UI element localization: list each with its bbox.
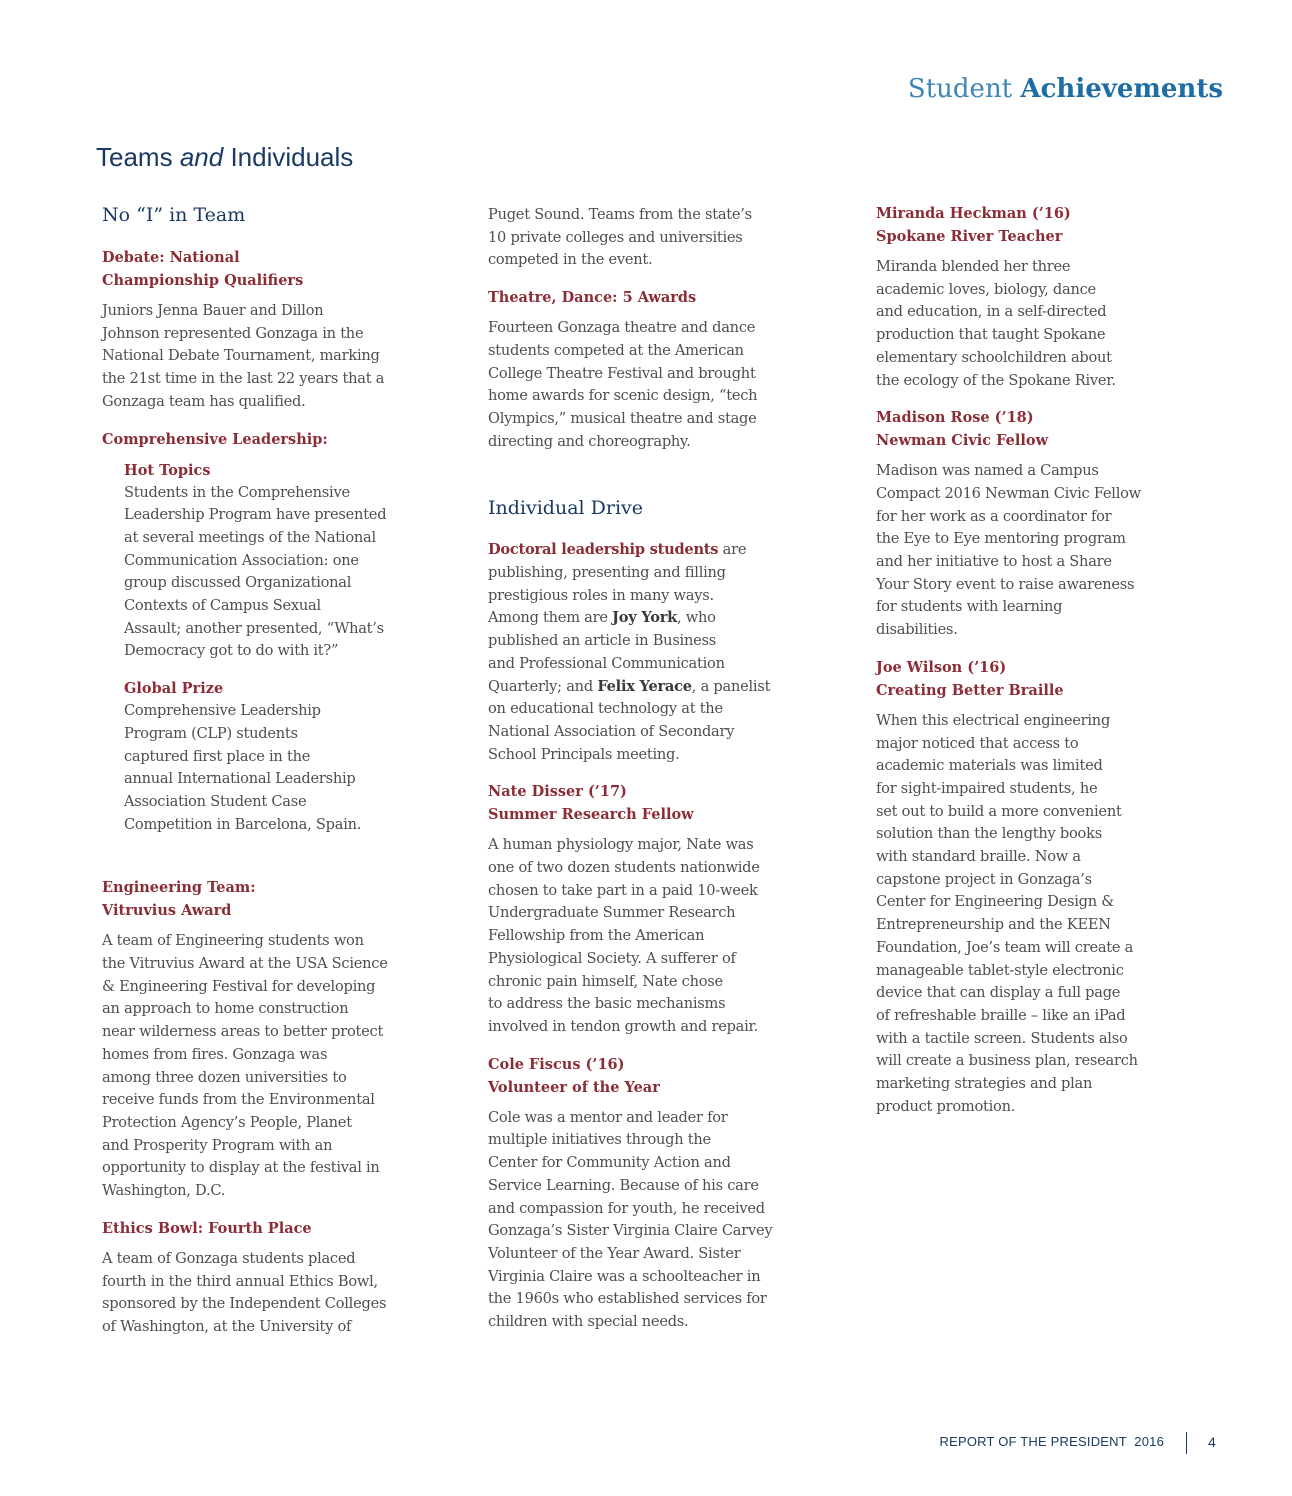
text-line: published an article in Business xyxy=(488,632,716,650)
text-line: Undergraduate Summer Research xyxy=(488,904,736,922)
text-line: solution than the lengthy books xyxy=(876,825,1102,843)
text-line: Miranda blended her three xyxy=(876,258,1071,275)
text-line: involved in tendon growth and repair. xyxy=(488,1017,759,1035)
heading-nate-disser xyxy=(488,780,804,826)
heading-line: Newman Civic Fellow xyxy=(876,432,1049,450)
text-line: with a tactile screen. Students also xyxy=(876,1029,1128,1047)
text-line: chosen to take part in a paid 10-week xyxy=(488,881,758,899)
text-line: opportunity to display at the festival in xyxy=(102,1159,380,1177)
heading-engineering-team xyxy=(102,876,420,922)
text-line: on educational technology at the xyxy=(488,700,723,718)
text-line: Fourteen Gonzaga theatre and dance xyxy=(488,319,756,337)
text-line xyxy=(488,539,804,562)
text-line: Virginia Claire was a schoolteacher in xyxy=(488,1267,761,1285)
text-line: Entrepreneurship and the KEEN xyxy=(876,916,1111,934)
text-line: and education, in a self-directed xyxy=(876,303,1107,321)
heading-line: Miranda Heckman (’16) xyxy=(876,205,1071,222)
text-line: A human physiology major, Nate was xyxy=(488,836,754,854)
text-line: set out to build a more convenient xyxy=(876,802,1122,820)
text-line: receive funds from the Environmental xyxy=(102,1091,375,1109)
text-line: Olympics,” musical theatre and stage xyxy=(488,409,757,427)
subheading-individual-drive: Individual Drive xyxy=(488,497,644,520)
text-line: the Vitruvius Award at the USA Science xyxy=(102,955,388,973)
heading-comprehensive-leadership: Comprehensive Leadership: xyxy=(102,430,328,448)
text-line: of refreshable braille – like an iPad xyxy=(876,1006,1126,1024)
paragraph-doctoral xyxy=(488,539,804,766)
heading-line: Nate Disser (’17) xyxy=(488,783,627,801)
text-line: National Debate Tournament, marking xyxy=(102,347,380,365)
text-line: Physiological Society. A sufferer of xyxy=(488,949,736,967)
paragraph-ethics-continued xyxy=(488,204,804,272)
text-fragment: Among them are xyxy=(488,609,613,627)
text-line: annual International Leadership xyxy=(124,770,356,788)
text-line: Juniors Jenna Bauer and Dillon xyxy=(102,302,324,319)
text-line: multiple initiatives through the xyxy=(488,1131,711,1149)
heading-line: Joe Wilson (’16) xyxy=(876,658,1007,676)
heading-global-prize: Global Prize xyxy=(124,680,224,698)
footer-divider xyxy=(1186,1432,1187,1454)
text-line: Competition in Barcelona, Spain. xyxy=(124,815,362,833)
paragraph-theatre-dance xyxy=(488,317,804,453)
heading-line: Championship Qualifiers xyxy=(102,272,304,289)
text-fragment: Quarterly; and xyxy=(488,677,598,695)
text-line: Gonzaga’s Sister Virginia Claire Carvey xyxy=(488,1222,773,1240)
text-line: and her initiative to host a Share xyxy=(876,553,1112,571)
text-line: group discussed Organizational xyxy=(124,574,352,592)
section-title xyxy=(96,142,353,173)
paragraph-nate-disser xyxy=(488,834,804,1038)
text-line: Washington, D.C. xyxy=(102,1182,226,1200)
text-line: an approach to home construction xyxy=(102,1000,349,1018)
text-line: Students in the Comprehensive xyxy=(124,483,350,501)
heading-theatre-dance: Theatre, Dance: 5 Awards xyxy=(488,289,697,307)
heading-line: Madison Rose (’18) xyxy=(876,409,1034,427)
text-line: Service Learning. Because of his care xyxy=(488,1176,759,1194)
heading-ethics-bowl: Ethics Bowl: Fourth Place xyxy=(102,1219,312,1237)
text-line: to address the basic mechanisms xyxy=(488,995,726,1013)
text-line: and Prosperity Program with an xyxy=(102,1136,333,1154)
text-line: manageable tablet-style electronic xyxy=(876,961,1124,979)
text-line: Madison was named a Campus xyxy=(876,462,1099,480)
text-line: chronic pain himself, Nate chose xyxy=(488,972,723,990)
name-felix-yerace: Felix Yerace xyxy=(597,677,692,695)
paragraph-miranda-heckman xyxy=(876,256,1172,392)
text-line: academic materials was limited xyxy=(876,757,1103,775)
paragraph-joe-wilson xyxy=(876,710,1172,1119)
text-line xyxy=(488,607,804,630)
text-line: children with special needs. xyxy=(488,1313,689,1331)
text-line: capstone project in Gonzaga’s xyxy=(876,870,1092,888)
text-line: with standard braille. Now a xyxy=(876,848,1081,866)
text-fragment: , who xyxy=(677,609,716,627)
text-line: Communication Association: one xyxy=(124,551,359,569)
heading-line: Spokane River Teacher xyxy=(876,228,1063,245)
text-line: School Principals meeting. xyxy=(488,745,680,763)
text-line: for sight-impaired students, he xyxy=(876,779,1098,797)
text-line: Assault; another presented, “What’s xyxy=(124,619,384,637)
text-line: device that can display a full page xyxy=(876,984,1121,1002)
text-line: production that taught Spokane xyxy=(876,326,1106,344)
text-line: National Association of Secondary xyxy=(488,722,735,740)
text-line: at several meetings of the National xyxy=(124,528,376,546)
text-line xyxy=(488,676,804,699)
text-line: and Professional Communication xyxy=(488,654,725,672)
text-line: Johnson represented Gonzaga in the xyxy=(102,324,364,342)
heading-madison-rose xyxy=(876,406,1172,452)
paragraph-madison-rose xyxy=(876,460,1172,642)
text-line: near wilderness areas to better protect xyxy=(102,1023,384,1041)
paragraph-cole-fiscus xyxy=(488,1107,804,1334)
text-line: sponsored by the Independent Colleges xyxy=(102,1295,387,1313)
name-joy-york: Joy York xyxy=(612,609,678,627)
text-line: Gonzaga team has qualified. xyxy=(102,392,306,410)
text-fragment: are xyxy=(718,541,747,559)
text-line: disabilities. xyxy=(876,621,958,639)
text-line: Program (CLP) students xyxy=(124,724,298,742)
header-title-light: Student xyxy=(907,74,1013,104)
section-title-post: Individuals xyxy=(230,142,354,172)
leadership-block xyxy=(124,459,420,837)
column-1 xyxy=(102,200,420,1353)
text-line: Comprehensive Leadership xyxy=(124,702,321,720)
heading-joe-wilson xyxy=(876,656,1172,702)
text-line: captured first place in the xyxy=(124,747,311,765)
text-line: directing and choreography. xyxy=(488,432,691,450)
paragraph-global-prize xyxy=(124,700,420,836)
page-number: 4 xyxy=(1208,1434,1216,1450)
text-line: prestigious roles in many ways. xyxy=(488,586,714,604)
text-fragment: , a panelist xyxy=(691,677,771,695)
heading-line: Vitruvius Award xyxy=(102,902,232,920)
paragraph-debate xyxy=(102,300,420,414)
heading-cole-fiscus xyxy=(488,1053,804,1099)
text-line: of Washington, at the University of xyxy=(102,1317,352,1335)
heading-line: Creating Better Braille xyxy=(876,681,1064,699)
text-line: publishing, presenting and filling xyxy=(488,564,726,582)
text-line: homes from fires. Gonzaga was xyxy=(102,1045,328,1063)
text-line: Association Student Case xyxy=(124,792,307,810)
text-line: Center for Community Action and xyxy=(488,1154,731,1172)
text-line: for her work as a coordinator for xyxy=(876,507,1112,525)
heading-miranda-heckman xyxy=(876,202,1172,248)
text-line: competed in the event. xyxy=(488,251,653,269)
text-line: Volunteer of the Year Award. Sister xyxy=(488,1244,741,1262)
paragraph-engineering xyxy=(102,930,420,1202)
heading-debate xyxy=(102,246,420,292)
text-line: Contexts of Campus Sexual xyxy=(124,597,321,615)
text-line: Compact 2016 Newman Civic Fellow xyxy=(876,484,1141,502)
text-line: Democracy got to do with it?” xyxy=(124,642,339,660)
heading-line: Summer Research Fellow xyxy=(488,806,694,824)
text-line: Protection Agency’s People, Planet xyxy=(102,1113,352,1131)
page-header xyxy=(908,74,1223,104)
text-line: and compassion for youth, he received xyxy=(488,1199,765,1217)
text-line: major noticed that access to xyxy=(876,734,1079,752)
heading-hot-topics: Hot Topics xyxy=(124,461,211,479)
text-line: fourth in the third annual Ethics Bowl, xyxy=(102,1272,378,1290)
section-title-italic: and xyxy=(179,142,224,172)
text-line: Leadership Program have presented xyxy=(124,506,387,524)
text-line: elementary schoolchildren about xyxy=(876,348,1112,366)
heading-line: Volunteer of the Year xyxy=(488,1078,660,1096)
text-line: Cole was a mentor and leader for xyxy=(488,1108,728,1126)
text-line: academic loves, biology, dance xyxy=(876,280,1096,298)
text-line: & Engineering Festival for developing xyxy=(102,977,376,995)
text-line: among three dozen universities to xyxy=(102,1068,347,1086)
text-line: will create a business plan, research xyxy=(876,1052,1138,1070)
text-line: 10 private colleges and universities xyxy=(488,228,743,246)
heading-line: Cole Fiscus (’16) xyxy=(488,1055,625,1073)
subheading-no-i-in-team: No “I” in Team xyxy=(102,204,246,226)
text-line: Puget Sound. Teams from the state’s xyxy=(488,206,752,223)
column-2 xyxy=(488,200,804,1348)
text-line: When this electrical engineering xyxy=(876,711,1111,729)
text-line: students competed at the American xyxy=(488,341,744,359)
text-line: the ecology of the Spokane River. xyxy=(876,371,1116,389)
text-line: A team of Gonzaga students placed xyxy=(102,1249,356,1267)
heading-line: Debate: National xyxy=(102,249,240,266)
heading-line: Engineering Team: xyxy=(102,879,256,897)
text-line: Foundation, Joe’s team will create a xyxy=(876,938,1134,956)
text-line: the Eye to Eye mentoring program xyxy=(876,530,1126,548)
text-line: Fellowship from the American xyxy=(488,927,705,945)
text-line: A team of Engineering students won xyxy=(102,932,364,950)
text-line: the 1960s who established services for xyxy=(488,1290,767,1308)
text-line: home awards for scenic design, “tech xyxy=(488,387,758,405)
text-line: for students with learning xyxy=(876,598,1063,616)
text-line: marketing strategies and plan xyxy=(876,1075,1093,1093)
text-line: the 21st time in the last 22 years that a xyxy=(102,370,385,388)
text-line: College Theatre Festival and brought xyxy=(488,364,756,382)
header-title-bold: Achievements xyxy=(1020,74,1223,104)
text-line: one of two dozen students nationwide xyxy=(488,859,760,877)
paragraph-hot-topics xyxy=(124,482,420,664)
doctoral-lead: Doctoral leadership students xyxy=(488,541,719,559)
paragraph-ethics-bowl xyxy=(102,1248,420,1339)
section-title-pre: Teams xyxy=(96,142,173,172)
footer-report-label: REPORT OF THE PRESIDENT 2016 xyxy=(939,1434,1164,1449)
text-line: Center for Engineering Design & xyxy=(876,893,1114,911)
column-3 xyxy=(876,200,1172,1133)
text-line: Your Story event to raise awareness xyxy=(876,575,1135,593)
text-line: product promotion. xyxy=(876,1097,1016,1115)
